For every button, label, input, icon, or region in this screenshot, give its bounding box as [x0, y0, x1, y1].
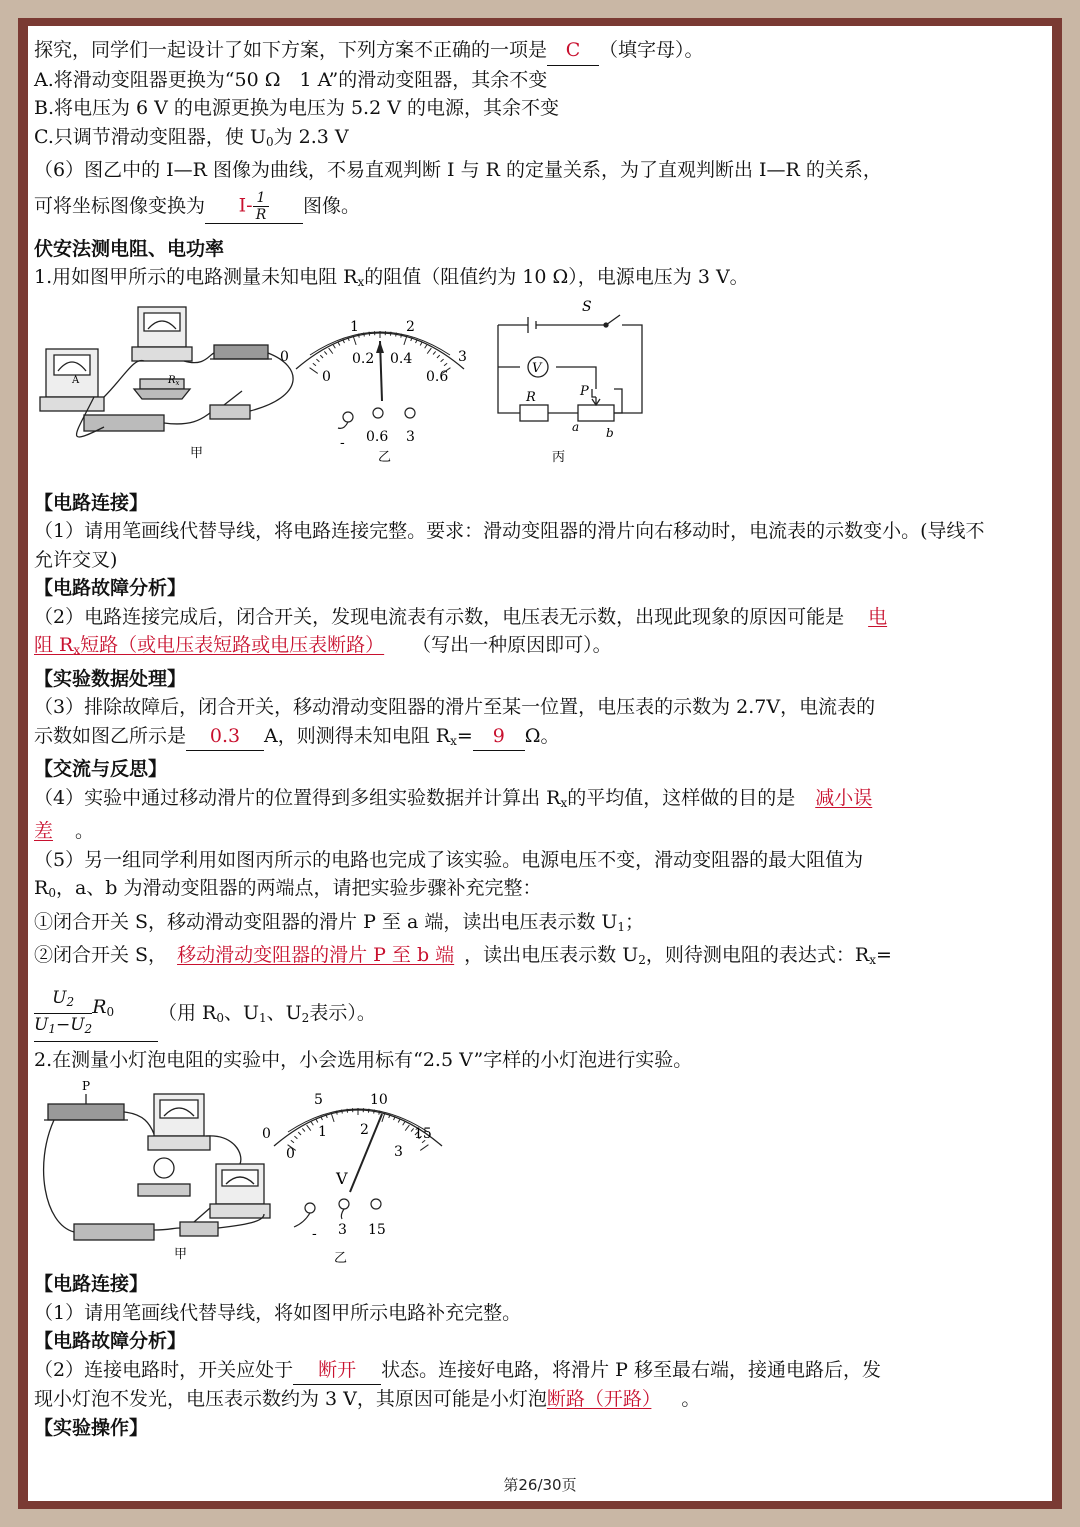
dial-tick [291, 1140, 294, 1142]
circuit-label-v: V [532, 360, 542, 376]
problem-2-intro: 2.在测量小灯泡电阻的实验中，小会选用标有“2.5 V”字样的小灯泡进行实验。 [34, 1048, 693, 1071]
circuit-label-a: a [572, 419, 580, 434]
figure-2 [34, 1074, 998, 1270]
page-footer: 第26/30页 [503, 1476, 577, 1494]
dial-tick [420, 1145, 428, 1151]
p1-q5-formula: $\frac{U_2}{U_1-U_2}$ $R^0$ （用 $R_0$、$U_1$、$U_2$表示）。 [34, 979, 998, 1046]
option-a: A.将滑动变阻器更换为“50 Ω 1 A”的滑动变阻器，其余不变 [34, 68, 548, 91]
dial-tick [294, 1136, 297, 1139]
v-scale-small-3: 3 [394, 1144, 403, 1160]
circuit-label-p: P [580, 383, 589, 399]
v-scale-small-2: 2 [360, 1122, 369, 1138]
apparatus-diagram [40, 307, 293, 437]
dial-tick [369, 331, 370, 335]
dial-tick [441, 359, 444, 362]
scale-small-2: 0.4 [390, 350, 413, 367]
circuit-diagram [498, 315, 642, 421]
figure-label-jia: 甲 [190, 445, 204, 461]
scale-big-2: 2 [406, 318, 415, 335]
dial-tick [398, 1119, 400, 1122]
v-terminal-minus: - [312, 1226, 317, 1242]
v-terminal-3: 3 [338, 1222, 347, 1238]
dial-tick [313, 363, 316, 365]
ammeter-terminals [338, 408, 415, 428]
dial-tick [347, 1109, 348, 1113]
question-6-line2: 可将坐标图像变换为 I- $\frac{1}{R}$ 图像。 [34, 190, 361, 223]
figure-label-yi: 乙 [378, 449, 392, 465]
dial-tick [310, 367, 318, 373]
dial-tick [307, 1125, 311, 1131]
ammeter-dial [296, 331, 464, 401]
fig2-label-jia: 甲 [174, 1247, 188, 1262]
dial-tick [420, 342, 422, 345]
v-scale-big-0: 0 [262, 1126, 271, 1142]
rx-label: $R_x$ [168, 374, 180, 387]
voltmeter-dial [274, 1108, 442, 1192]
v-scale-big-3: 15 [414, 1126, 432, 1142]
dial-tick [433, 351, 436, 354]
dial-tick [427, 348, 431, 354]
problem-1-intro: 1.用如图甲所示的电路测量未知电阻 $R_x$的阻值（阻值约为 10 Ω），电源电压为 3 V。 [34, 266, 749, 289]
dial-tick [320, 355, 323, 358]
dial-tick [390, 331, 391, 335]
voltmeter-unit: V [336, 1169, 348, 1188]
figure-1 [34, 297, 998, 489]
v-scale-small-1: 1 [318, 1124, 327, 1140]
dial-tick [338, 342, 340, 345]
option-b: B.将电压为 6 V 的电源更换为电压为 5.2 V 的电源，其余不变 [34, 97, 559, 119]
heading-circuit-connect: 【电路连接】 [34, 491, 149, 514]
circuit-label-b: b [606, 425, 614, 440]
p1-q1: （1）请用笔画线代替导线，将电路连接完整。要求：滑动变阻器的滑片向右移动时，电流表的示数变小。(导线不允许交叉) [34, 520, 985, 571]
fig2-p-label: P [82, 1079, 91, 1093]
dial-tick [333, 344, 335, 347]
heading-reflection: 【交流与反思】 [34, 758, 168, 780]
dial-tick [316, 1119, 318, 1122]
dial-tick [311, 1122, 313, 1125]
dial-tick [316, 359, 319, 362]
p1-q3: （3）排除故障后，闭合开关，移动滑动变阻器的滑片至某一位置，电压表的示数为 2.7V，电流表的 示数如图乙所示是 0.3 A，则测得未知电阻 $R_x= 9$ Ω。 [34, 693, 998, 755]
meter-unit-label: A [72, 374, 80, 386]
heading-fault-analysis: 【电路故障分析】 [34, 577, 187, 599]
v-scale-small-0: 0 [286, 1146, 295, 1162]
dial-tick [368, 1109, 369, 1113]
p1-q5-step2: ②闭合开关 S， 移动滑动变阻器的滑片 P 至 b 端 ，读出电压表示数 $U_2$，则待测电阻的表达式：$R_x=$ [34, 944, 892, 967]
p2-q2: （2）连接电路时，开关应处于 断开 状态。连接好电路，将滑片 P 移至最右端，接通电路后，发 现小灯泡不发光，电压表示数约为 3 V，其原因可能是小灯泡断路（开路） 。 [34, 1356, 998, 1414]
answer-blank: C [547, 36, 599, 66]
dial-tick [444, 363, 447, 365]
terminal-06: 0.6 [366, 428, 389, 445]
dial-tick [405, 1125, 409, 1131]
heading-fault-analysis-2: 【电路故障分析】 [34, 1330, 187, 1352]
dial-tick [329, 348, 333, 354]
heading-circuit-connect-2: 【电路连接】 [34, 1273, 149, 1295]
dial-tick [425, 344, 427, 347]
scale-big-3: 3 [458, 348, 467, 365]
p1-q2: （2）电路连接完成后，闭合开关，发现电流表有示数，电压表无示数，出现此现象的原因可能是 电 阻 $R_x$短路（或电压表短路或电压表断路） （写出一种原因即可）。 [34, 605, 888, 657]
heading-experiment-operation: 【实验操作】 [34, 1416, 149, 1439]
question-6: （6）图乙中的 I—R 图像为曲线，不易直观判断 I 与 R 的定量关系，为了直观判断出 I—R 的关系， [34, 159, 882, 181]
answer-blank: I- $\frac{1}{R}$ [205, 190, 303, 224]
circuit-label-r: R [526, 389, 536, 405]
scale-small-3: 0.6 [426, 368, 449, 385]
p2-q1: （1）请用笔画线代替导线，将如图甲所示电路补充完整。 [34, 1301, 522, 1324]
question-intro: 探究，同学们一起设计了如下方案，下列方案不正确的一项是 C （填字母）。 [34, 36, 998, 66]
v-scale-big-2: 10 [370, 1092, 388, 1108]
apparatus-diagram-2 [44, 1094, 270, 1240]
terminal-minus: - [340, 434, 345, 451]
terminal-3: 3 [406, 428, 415, 445]
circuit-label-s: S [582, 298, 592, 315]
p1-q5: （5）另一组同学利用如图丙所示的电路也完成了该实验。电源电压不变，滑动变阻器的最大阻值为 $R_0$，a、b 为滑动变阻器的两端点，请把实验步骤补充完整： [34, 848, 864, 900]
scale-small-0: 0 [322, 368, 331, 385]
formula-answer: $\frac{U_2}{U_1-U_2}$ $R^0$ [34, 979, 158, 1042]
scale-small-1: 0.2 [352, 350, 375, 367]
figure-1-illustration [34, 297, 998, 489]
dial-tick [324, 351, 327, 354]
v-scale-big-1: 5 [314, 1092, 323, 1108]
dial-tick [298, 1132, 301, 1135]
dial-tick [437, 355, 440, 358]
figure-label-bing: 丙 [552, 449, 566, 465]
section-title: 伏安法测电阻、电功率 [34, 237, 225, 260]
dial-tick [403, 1122, 405, 1125]
p1-q5-step1: ①闭合开关 S，移动滑动变阻器的滑片 P 至 a 端，读出电压表示数 $U_1$； [34, 910, 645, 934]
dial-tick [302, 1128, 305, 1131]
fig2-label-yi: 乙 [334, 1251, 348, 1266]
figure-2-illustration [34, 1074, 998, 1270]
v-terminal-15: 15 [368, 1222, 386, 1238]
p1-q4: （4）实验中通过移动滑片的位置得到多组实验数据并计算出 $R_x$的平均值，这样做的目的是 减小误 差 。 [34, 786, 873, 842]
scale-big-0: 0 [280, 348, 289, 365]
option-c: C.只调节滑动变阻器，使 $U_0$为 2.3 V [34, 125, 349, 149]
heading-data-processing: 【实验数据处理】 [34, 667, 187, 690]
document-content [34, 36, 998, 1442]
scale-big-1: 1 [350, 318, 359, 335]
